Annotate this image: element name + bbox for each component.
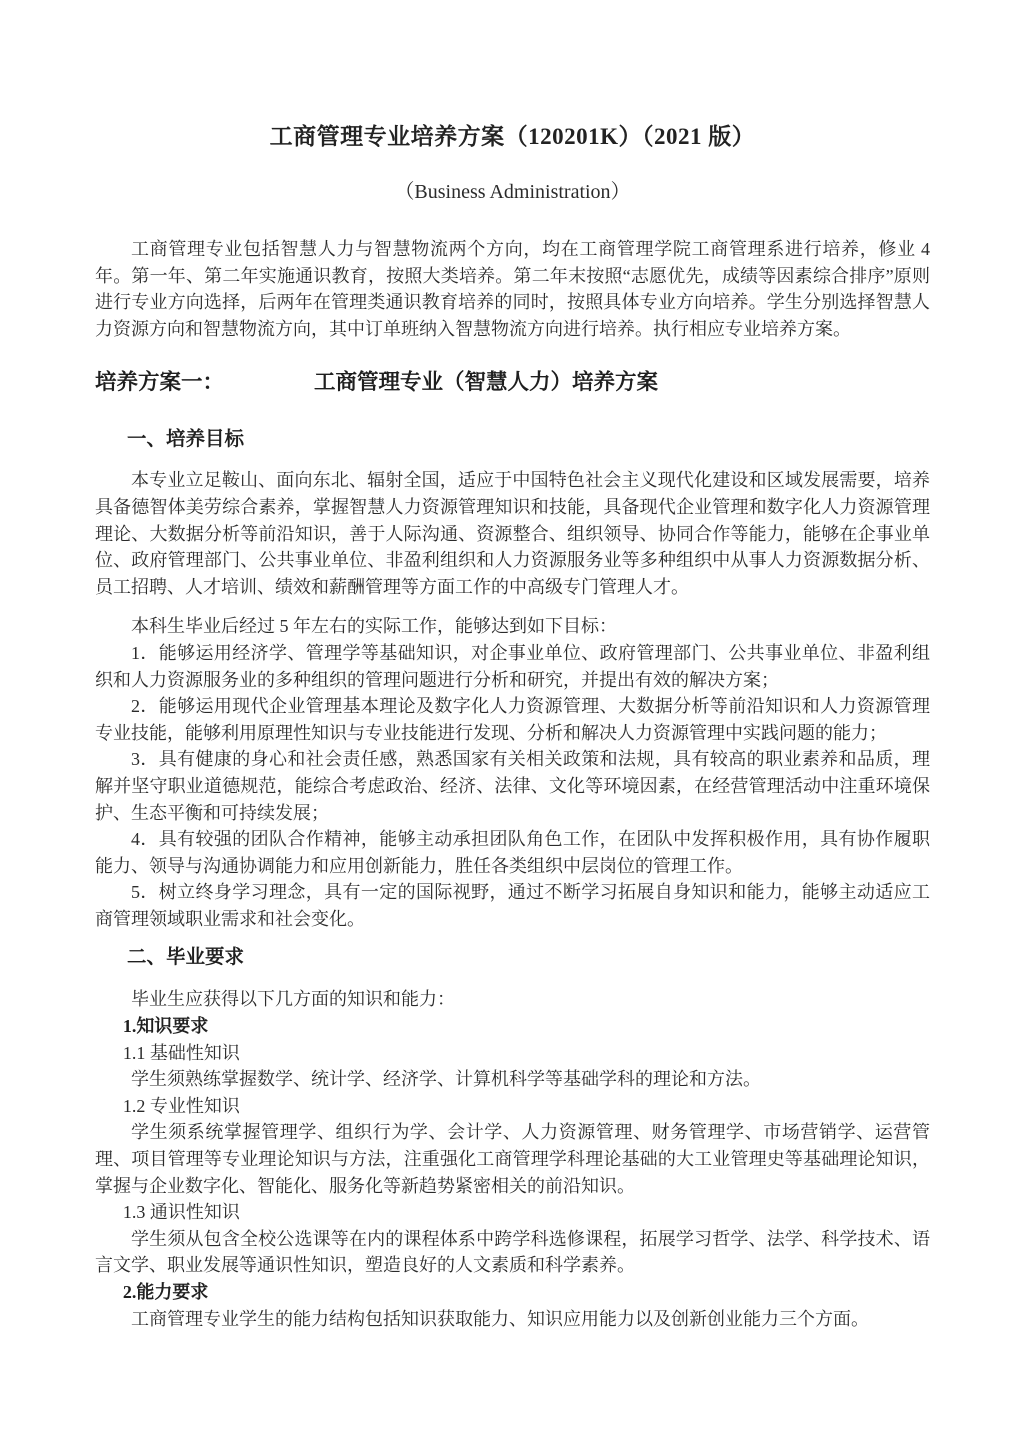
section-training-goals — [95, 426, 930, 932]
section-heading-graduation-requirements: 二、毕业要求 — [127, 946, 245, 969]
goals-overview-paragraph: 本专业立足鞍山、面向东北、辐射全国，适应于中国特色社会主义现代化建设和区域发展需要，培养具备德智体美劳综合素养，掌握智慧人力资源管理知识和技能，具备现代企业管理和数字化人力资源管理理论、大数据分析等前沿知识，善于人际沟通、资源整合、组织领导、协同合作等能力，能够在企事业单位、政府管理部门、公共事业单位、非盈利组织和人力资源服务业等多种组织中从事人力资源数据分析、员工招聘、人才培训、绩效和薪酬管理等方面工作的中高级专门管理人才。 — [95, 470, 930, 597]
knowledge-sub1-text: 学生须熟练掌握数学、统计学、经济学、计算机科学等基础学科的理论和方法。 — [131, 1069, 761, 1090]
section-graduation-requirements — [95, 944, 930, 1332]
document-title: 工商管理专业培养方案（120201K）（2021 版） — [269, 124, 756, 149]
section-heading-training-goals: 一、培养目标 — [127, 428, 245, 451]
ability-requirements-heading: 2.能力要求 — [122, 1282, 209, 1302]
intro-section — [95, 236, 930, 342]
goal-item-2: 2．能够运用现代企业管理基本理论及数字化人力资源管理、大数据分析等前沿知识和人力资源管理专业技能，能够利用原理性知识与专业技能进行发现、分析和解决人力资源管理中实践问题的能力； — [95, 696, 930, 743]
knowledge-sub2-text: 学生须系统掌握管理学、组织行为学、会计学、人力资源管理、财务管理学、市场营销学、运营管理、项目管理等专业理论知识与方法，注重强化工商管理学科理论基础的大工业管理史等基础理论知识，掌握与企业数字化、智能化、服务化等新趋势紧密相关的前沿知识。 — [95, 1122, 930, 1196]
knowledge-sub1-heading: 1.1 基础性知识 — [122, 1042, 240, 1063]
intro-paragraph: 工商管理专业包括智慧人力与智慧物流两个方向，均在工商管理学院工商管理系进行培养，修业 4 年。第一年、第二年实施通识教育，按照大类培养。第二年末按照“志愿优先，成绩等因素综合排序”原则进行专业方向选择，后两年在管理类通识教育培养的同时，按照具体专业方向培养。学生分别选择智慧人力资源方向和智慧物流方向，其中订单班纳入智慧物流方向进行培养。执行相应专业培养方案。 — [95, 239, 930, 339]
goal-item-3: 3．具有健康的身心和社会责任感，熟悉国家有关相关政策和法规，具有较高的职业素养和品质，理解并坚守职业道德规范，能综合考虑政治、经济、法律、文化等环境因素，在经营管理活动中注重环境保护、生态平衡和可持续发展； — [95, 749, 930, 823]
knowledge-sub2-heading: 1.2 专业性知识 — [122, 1095, 240, 1116]
knowledge-sub3-heading: 1.3 通识性知识 — [122, 1202, 240, 1223]
knowledge-requirements-heading: 1.知识要求 — [122, 1016, 209, 1037]
knowledge-sub3-text: 学生须从包含全校公选课等在内的课程体系中跨学科选修课程，拓展学习哲学、法学、科学技术、语言文学、职业发展等通识性知识，塑造良好的人文素质和科学素养。 — [95, 1228, 930, 1276]
goal-item-5: 5．树立终身学习理念，具有一定的国际视野，通过不断学习拓展自身知识和能力，能够主动适应工商管理领域职业需求和社会变化。 — [95, 882, 930, 929]
goal-item-4: 4．具有较强的团队合作精神，能够主动承担团队角色工作，在团队中发挥积极作用，具有协作履职能力、领导与沟通协调能力和应用创新能力，胜任各类组织中层岗位的管理工作。 — [95, 829, 930, 876]
plan-one-heading — [95, 366, 930, 398]
goals-lead-paragraph: 本科生毕业后经过 5 年左右的实际工作，能够达到如下目标： — [131, 616, 617, 637]
goal-item-1: 1．能够运用经济学、管理学等基础知识，对企事业单位、政府管理部门、公共事业单位、非盈利组织和人力资源服务业的多种组织的管理问题进行分析和研究，并提出有效的解决方案； — [95, 642, 930, 690]
ability-requirements-text: 工商管理专业学生的能力结构包括知识获取能力、知识应用能力以及创新创业能力三个方面。 — [131, 1308, 869, 1329]
document-subtitle-english: （Business Administration） — [394, 181, 631, 203]
plan-one-label: 培养方案一： — [95, 370, 225, 395]
plan-one-name: 工商管理专业（智慧人力）培养方案 — [314, 370, 659, 395]
requirements-lead-paragraph: 毕业生应获得以下几方面的知识和能力： — [131, 989, 455, 1010]
